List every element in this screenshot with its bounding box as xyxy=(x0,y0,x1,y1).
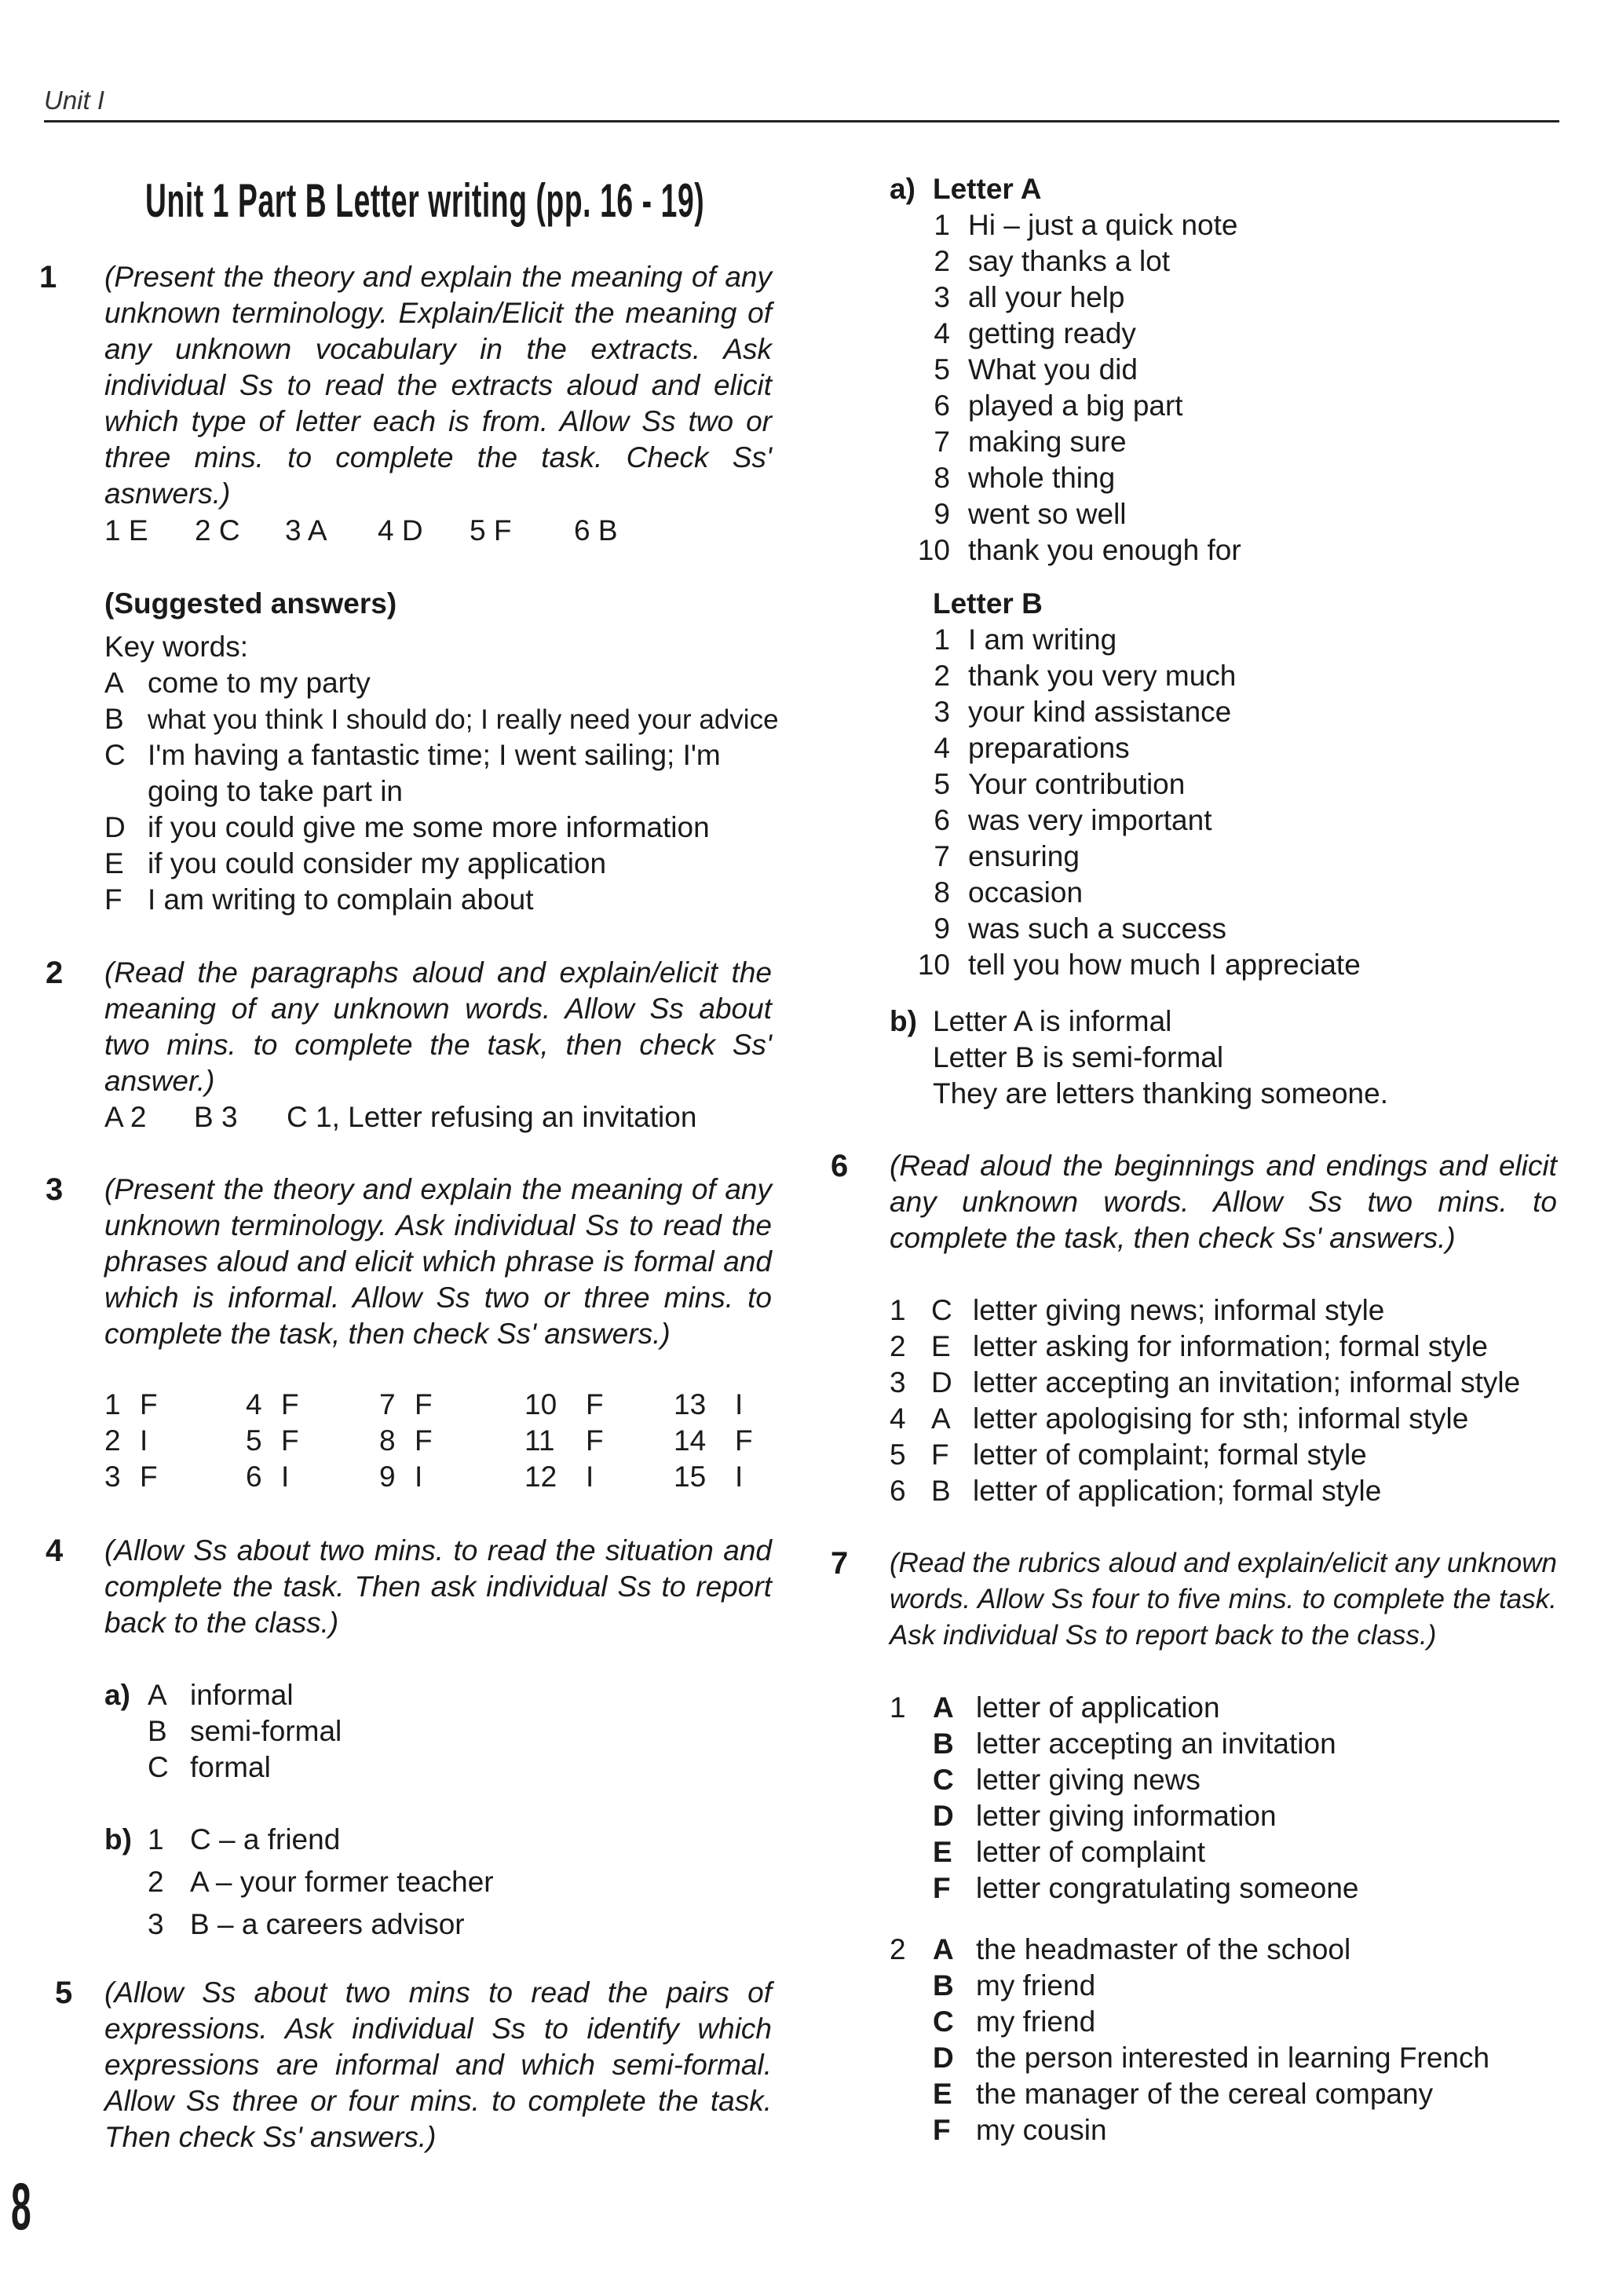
grid-cell: F xyxy=(281,1424,299,1457)
item-number: 3 xyxy=(148,1908,164,1940)
exercise-7-number: 7 xyxy=(831,1546,849,1581)
item-text: getting ready xyxy=(968,317,1136,349)
list-item xyxy=(915,207,1241,243)
grid-cell: I xyxy=(735,1388,744,1420)
item-text: come to my party xyxy=(148,667,371,699)
item-text: letter giving information xyxy=(976,1800,1277,1832)
list-item xyxy=(915,280,1241,316)
key-words-label: Key words: xyxy=(104,631,249,663)
item-letter: E xyxy=(104,847,124,879)
list-item xyxy=(933,2112,1489,2148)
list-item xyxy=(915,947,1361,983)
item-text: letter accepting an invitation xyxy=(976,1727,1336,1760)
exercise-3-answer-grid xyxy=(104,1387,753,1495)
grid-cell: 8 xyxy=(379,1424,396,1457)
item-text: going to take part in xyxy=(148,775,403,807)
item-letter: D xyxy=(933,2042,954,2074)
item-text: my friend xyxy=(976,2005,1096,2038)
item-number: 4 xyxy=(934,317,950,349)
item-text: letter giving news xyxy=(976,1764,1201,1796)
unit-label: Unit I xyxy=(44,86,105,115)
item-text: played a big part xyxy=(968,389,1183,422)
list-item xyxy=(890,1292,1520,1329)
item-letter: A xyxy=(148,1679,167,1711)
item-text: the manager of the cereal company xyxy=(976,2078,1434,2110)
item-letter: F xyxy=(931,1439,949,1471)
item-text: thank you enough for xyxy=(968,534,1241,566)
list-item xyxy=(148,1822,494,1864)
item-letter: C xyxy=(104,739,126,771)
item-text: Your contribution xyxy=(968,768,1186,800)
list-item xyxy=(933,1968,1489,2004)
item-text: letter apologising for sth; informal style xyxy=(973,1402,1469,1435)
list-item xyxy=(915,766,1361,803)
grid-cell: F xyxy=(415,1388,433,1420)
item-number: 9 xyxy=(934,912,950,945)
item-letter: B xyxy=(931,1475,951,1507)
item-number: 4 xyxy=(934,732,950,764)
exercise-1-number: 1 xyxy=(39,260,57,294)
list-item xyxy=(148,1677,342,1713)
exercise-2-instruction: (Read the paragraphs aloud and explain/elicit the meaning of any unknown words. Allow Ss about two mins. to complete the task, then check Ss' answer.) xyxy=(104,956,772,1097)
item-text: if you could consider my application xyxy=(148,847,607,879)
item-number: 7 xyxy=(934,840,950,872)
list-item xyxy=(104,846,779,882)
item-text: letter accepting an invitation; informal style xyxy=(973,1366,1521,1398)
item-letter: B xyxy=(933,1969,954,2002)
list-item xyxy=(915,496,1241,532)
item-letter: E xyxy=(931,1330,951,1362)
item-text: preparations xyxy=(968,732,1130,764)
answer-item: C 1, Letter refusing an invitation xyxy=(287,1101,697,1133)
item-text: I'm having a fantastic time; I went sailing; I'm xyxy=(148,739,721,771)
answer-item: 3 A xyxy=(285,514,327,547)
item-letter: A xyxy=(931,1402,951,1435)
list-item xyxy=(890,1401,1520,1437)
item-text: A – your former teacher xyxy=(190,1866,494,1898)
item-letter: C xyxy=(148,1751,169,1783)
list-item xyxy=(915,352,1241,388)
list-item xyxy=(890,1365,1520,1401)
exercise-7-part-2-number: 2 xyxy=(890,1933,906,1965)
item-number: 2 xyxy=(934,660,950,692)
item-text: my friend xyxy=(976,1969,1096,2002)
item-number: 1 xyxy=(148,1823,164,1855)
answer-item: B 3 xyxy=(194,1101,238,1133)
grid-cell: F xyxy=(140,1461,158,1493)
list-item xyxy=(915,658,1361,694)
item-number: 9 xyxy=(934,498,950,530)
grid-cell: 3 xyxy=(104,1461,121,1493)
answer-item: 4 D xyxy=(378,514,423,547)
grid-row xyxy=(104,1459,753,1495)
item-text: C – a friend xyxy=(190,1823,341,1855)
item-text: letter of complaint; formal style xyxy=(973,1439,1367,1471)
page-title: Unit 1 Part B Letter writing (pp. 16 - 19) xyxy=(145,174,705,227)
exercise-4-part-a-list xyxy=(148,1677,342,1786)
grid-cell: I xyxy=(586,1461,594,1493)
exercise-6-answers xyxy=(890,1292,1520,1509)
item-number: 5 xyxy=(934,353,950,386)
list-item xyxy=(915,839,1361,875)
item-text: my cousin xyxy=(976,2114,1107,2146)
exercise-2-number: 2 xyxy=(46,956,64,990)
list-item xyxy=(933,1932,1489,1968)
item-text: letter asking for information; formal style xyxy=(973,1330,1488,1362)
item-number: 8 xyxy=(934,876,950,909)
item-text: occasion xyxy=(968,876,1084,909)
list-item xyxy=(890,1329,1520,1365)
grid-cell: F xyxy=(586,1424,604,1457)
list-item xyxy=(933,1762,1358,1798)
grid-cell: F xyxy=(415,1424,433,1457)
exercise-3-number: 3 xyxy=(46,1172,64,1207)
exercise-7-part-1-list xyxy=(933,1690,1358,1907)
exercise-5-instruction: (Allow Ss about two mins to read the pairs of expressions. Ask individual Ss to identify which expressions are informal and which semi-formal. Allow Ss three or four mins. to complete the task. Then check Ss' answers.) xyxy=(104,1976,772,2153)
item-letter: C xyxy=(933,2005,954,2038)
exercise-3-instruction: (Present the theory and explain the meaning of any unknown terminology. Ask individual Ss to read the phrases aloud and elicit which phrase is formal and which is informal. Allow Ss two or three mins. to complete the task, then check Ss' answers.) xyxy=(104,1173,772,1350)
item-number: 1 xyxy=(934,209,950,241)
item-letter: E xyxy=(933,2078,952,2110)
list-item xyxy=(148,1713,342,1749)
grid-row xyxy=(104,1423,753,1459)
grid-cell: 14 xyxy=(674,1424,707,1457)
grid-cell: I xyxy=(735,1461,744,1493)
exercise-5b-label: b) xyxy=(890,1005,917,1037)
list-item xyxy=(915,911,1361,947)
item-number: 3 xyxy=(890,1366,906,1398)
item-text: B – a careers advisor xyxy=(190,1908,465,1940)
item-text: whole thing xyxy=(968,462,1116,494)
grid-cell: I xyxy=(415,1461,423,1493)
header-divider xyxy=(44,120,1559,122)
grid-cell: I xyxy=(281,1461,290,1493)
suggested-answers-heading: (Suggested answers) xyxy=(104,587,397,620)
list-item xyxy=(104,665,779,701)
grid-cell: F xyxy=(140,1388,158,1420)
exercise-1-instruction: (Present the theory and explain the meaning of any unknown terminology. Explain/Elicit the meaning of any unknown vocabulary in the extracts. Ask individual Ss to read the extracts aloud and elicit which type of letter each is from. Allow Ss two or three mins. to complete the task. Check Ss' asnwers.) xyxy=(104,261,772,510)
list-item xyxy=(915,875,1361,911)
item-number: 6 xyxy=(934,804,950,836)
grid-cell: I xyxy=(140,1424,148,1457)
list-item xyxy=(933,2004,1489,2040)
grid-cell: 1 xyxy=(104,1388,121,1420)
item-text: went so well xyxy=(968,498,1127,530)
item-number: 2 xyxy=(890,1330,906,1362)
item-letter: A xyxy=(933,1691,954,1724)
item-letter: E xyxy=(933,1836,952,1868)
list-item xyxy=(933,2076,1489,2112)
exercise-7-part-1-number: 1 xyxy=(890,1691,906,1724)
item-text: letter of complaint xyxy=(976,1836,1206,1868)
item-text: tell you how much I appreciate xyxy=(968,949,1361,981)
item-letter: A xyxy=(104,667,124,699)
item-letter: F xyxy=(933,1872,951,1904)
exercise-4-part-a-label: a) xyxy=(104,1679,130,1711)
item-text: making sure xyxy=(968,426,1127,458)
exercise-4-instruction: (Allow Ss about two mins. to read the situation and complete the task. Then ask individual Ss to report back to the class.) xyxy=(104,1534,772,1639)
item-letter: A xyxy=(933,1933,954,1965)
exercise-5-number: 5 xyxy=(55,1976,73,2010)
exercise-4-part-b-label: b) xyxy=(104,1823,132,1855)
item-letter: B xyxy=(104,703,124,735)
grid-cell: 15 xyxy=(674,1461,707,1493)
answer-item: 6 B xyxy=(574,514,618,547)
item-text: informal xyxy=(190,1679,294,1711)
list-item xyxy=(104,882,779,918)
list-item xyxy=(933,2040,1489,2076)
list-item xyxy=(915,622,1361,658)
item-number: 6 xyxy=(934,389,950,422)
item-text: what you think I should do; I really need your advice xyxy=(148,704,779,735)
exercise-5b-lines xyxy=(933,1004,1388,1112)
page-number: 8 xyxy=(11,2170,31,2243)
letter-a-list xyxy=(915,207,1241,569)
item-text: I am writing xyxy=(968,623,1117,656)
answer-item: 5 F xyxy=(470,514,512,547)
item-letter: F xyxy=(104,883,122,916)
exercise-2-answers xyxy=(104,1099,696,1135)
grid-cell: 5 xyxy=(246,1424,262,1457)
item-number: 6 xyxy=(890,1475,906,1507)
item-text: say thanks a lot xyxy=(968,245,1171,277)
letter-a-heading: Letter A xyxy=(933,173,1042,205)
item-number: 7 xyxy=(934,426,950,458)
item-number: 3 xyxy=(934,696,950,728)
list-item xyxy=(104,810,779,846)
item-text: letter of application xyxy=(976,1691,1220,1724)
list-item xyxy=(104,737,779,773)
exercise-4-number: 4 xyxy=(46,1534,64,1568)
grid-cell: 7 xyxy=(379,1388,396,1420)
exercise-1-answers xyxy=(104,513,618,549)
key-words-list xyxy=(104,665,779,918)
text-line: Letter A is informal xyxy=(933,1005,1172,1037)
item-number: 5 xyxy=(890,1439,906,1471)
exercise-7-instruction: (Read the rubrics aloud and explain/elicit any unknown words. Allow Ss four to five mins. to complete the task. Ask individual Ss to report back to the class.) xyxy=(890,1548,1557,1651)
answer-item: A 2 xyxy=(104,1101,147,1133)
item-text: if you could give me some more information xyxy=(148,811,710,843)
item-number: 10 xyxy=(917,534,950,566)
grid-cell: F xyxy=(735,1424,753,1457)
grid-row xyxy=(104,1387,753,1423)
list-item xyxy=(890,1437,1520,1473)
grid-cell: 9 xyxy=(379,1461,396,1493)
list-item xyxy=(933,1870,1358,1907)
item-letter: D xyxy=(933,1800,954,1832)
grid-cell: 13 xyxy=(674,1388,707,1420)
item-number: 1 xyxy=(934,623,950,656)
list-item xyxy=(933,1726,1358,1762)
list-item xyxy=(915,532,1241,569)
exercise-4-part-b-list xyxy=(148,1822,494,1949)
list-item xyxy=(933,1690,1358,1726)
grid-cell: 4 xyxy=(246,1388,262,1420)
list-item xyxy=(915,424,1241,460)
list-item xyxy=(915,243,1241,280)
item-number: 2 xyxy=(148,1866,164,1898)
letter-b-heading: Letter B xyxy=(933,587,1043,620)
item-text: letter giving news; informal style xyxy=(973,1294,1385,1326)
item-text: formal xyxy=(190,1751,271,1783)
item-text: was very important xyxy=(968,804,1212,836)
grid-cell: 12 xyxy=(524,1461,557,1493)
item-text: ensuring xyxy=(968,840,1080,872)
item-text: letter of application; formal style xyxy=(973,1475,1382,1507)
list-item xyxy=(915,460,1241,496)
grid-cell: 10 xyxy=(524,1388,557,1420)
item-text: Hi – just a quick note xyxy=(968,209,1238,241)
list-item xyxy=(148,1749,342,1786)
list-item xyxy=(933,1834,1358,1870)
item-text: What you did xyxy=(968,353,1138,386)
item-number: 5 xyxy=(934,768,950,800)
item-letter: D xyxy=(104,811,126,843)
item-number: 2 xyxy=(934,245,950,277)
answer-item: 1 E xyxy=(104,514,148,547)
exercise-7-part-2-list xyxy=(933,1932,1489,2148)
grid-cell: 2 xyxy=(104,1424,121,1457)
answer-item: 2 C xyxy=(195,514,240,547)
item-text: I am writing to complain about xyxy=(148,883,534,916)
grid-cell: 11 xyxy=(524,1424,555,1457)
list-item xyxy=(915,694,1361,730)
list-item xyxy=(148,1907,494,1949)
item-letter: D xyxy=(931,1366,952,1398)
item-text: the headmaster of the school xyxy=(976,1933,1351,1965)
item-number: 8 xyxy=(934,462,950,494)
item-letter: F xyxy=(933,2114,951,2146)
list-item xyxy=(104,773,779,810)
text-line: They are letters thanking someone. xyxy=(933,1077,1388,1110)
letter-b-list xyxy=(915,622,1361,983)
list-item xyxy=(890,1473,1520,1509)
grid-cell: 6 xyxy=(246,1461,262,1493)
item-number: 4 xyxy=(890,1402,906,1435)
item-letter: B xyxy=(933,1727,954,1760)
list-item xyxy=(915,388,1241,424)
text-line: Letter B is semi-formal xyxy=(933,1041,1224,1073)
list-item xyxy=(915,803,1361,839)
item-text: thank you very much xyxy=(968,660,1237,692)
list-item xyxy=(915,730,1361,766)
item-number: 1 xyxy=(890,1294,906,1326)
list-item xyxy=(915,316,1241,352)
list-item xyxy=(148,1864,494,1907)
item-letter: C xyxy=(931,1294,952,1326)
item-text: semi-formal xyxy=(190,1715,342,1747)
item-text: the person interested in learning French xyxy=(976,2042,1490,2074)
item-text: letter congratulating someone xyxy=(976,1872,1359,1904)
item-text: was such a success xyxy=(968,912,1227,945)
grid-cell: F xyxy=(281,1388,299,1420)
item-letter: C xyxy=(933,1764,954,1796)
list-item xyxy=(933,1798,1358,1834)
exercise-6-number: 6 xyxy=(831,1149,849,1183)
item-number: 10 xyxy=(917,949,950,981)
item-letter: B xyxy=(148,1715,167,1747)
exercise-5a-label: a) xyxy=(890,173,915,205)
grid-cell: F xyxy=(586,1388,604,1420)
exercise-6-instruction: (Read aloud the beginnings and endings and elicit any unknown words. Allow Ss two mins. to complete the task, then check Ss' answers.) xyxy=(890,1150,1557,1254)
list-item xyxy=(104,701,779,737)
item-text: all your help xyxy=(968,281,1125,313)
item-number: 3 xyxy=(934,281,950,313)
item-text: your kind assistance xyxy=(968,696,1232,728)
